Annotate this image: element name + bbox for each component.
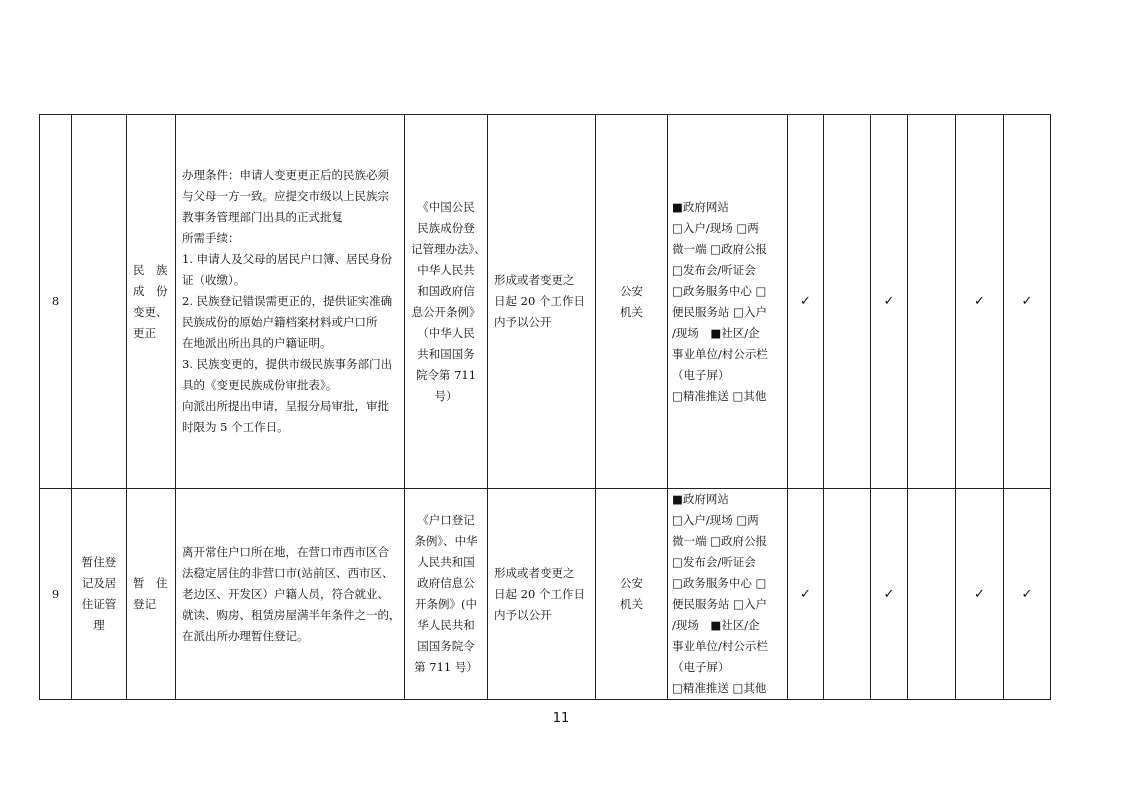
text-line: 息公开条例》	[411, 304, 481, 319]
check-mark: ✓	[871, 489, 908, 700]
subcategory-cell	[127, 489, 176, 700]
text-line: □入户/现场 □两	[672, 220, 759, 235]
text-line: □政务服务中心 □	[672, 283, 767, 298]
text-line: 华人民共和	[417, 618, 475, 632]
text-line: 《中国公民	[417, 199, 475, 214]
subcategory-cell	[127, 115, 176, 489]
text-line: 就读、购房、租赁房屋满半年条件之一的，	[182, 607, 401, 622]
text-line: □精准推送 □其他	[672, 388, 767, 403]
text-line: ■政府网站	[672, 492, 729, 506]
check-mark: ✓	[788, 115, 824, 489]
text-line: 和国政府信	[417, 283, 475, 298]
text-line: 机关	[620, 304, 643, 319]
text-line: 便民服务站 □入户	[672, 597, 768, 611]
check-mark: ✓	[788, 489, 824, 700]
text-line: 记管理办法》、	[411, 241, 486, 256]
time-limit-cell	[488, 115, 596, 489]
category-cell	[72, 489, 127, 700]
basis-cell	[405, 115, 488, 489]
text-line: 微一端 □政府公报	[672, 534, 768, 548]
text-line: 法稳定居住的非营口市(站前区、西市区、	[182, 565, 394, 580]
text-line: 微一端 □政府公报	[672, 241, 768, 256]
text-line: 记及居	[81, 576, 117, 590]
text-line: 院令第 711	[415, 367, 477, 382]
page-number: 11	[552, 711, 570, 726]
check-mark: ✓	[1004, 115, 1051, 489]
text-line: 在派出所办理暂住登记。	[182, 628, 309, 643]
text-line: （电子屏）	[672, 660, 730, 674]
text-line: /现场 ■社区/企	[672, 325, 760, 340]
text-line: 民族成份登	[417, 220, 475, 235]
category-cell	[72, 115, 127, 489]
text-line: □入户/现场 □两	[672, 513, 759, 527]
text-line: 民族成份的原始户籍档案材料或户口所	[182, 315, 378, 329]
check-mark: ✓	[871, 115, 908, 489]
check-mark	[824, 115, 871, 489]
text-line: 中华人民共	[417, 262, 475, 277]
text-line: 日起 20 个工作日	[494, 294, 585, 308]
row-number: 8	[40, 115, 72, 489]
text-line: 形成或者变更之	[494, 273, 575, 287]
time-limit-cell	[488, 489, 596, 700]
text-line: 登记	[133, 597, 156, 611]
text-line: 条例》、中华	[414, 534, 478, 548]
text-line: 教事务管理部门出具的正式批复	[182, 210, 343, 224]
text-line: 离开常住户口所在地，在营口市西市区合	[182, 544, 389, 559]
text-line: 公安	[620, 283, 643, 298]
basis-cell	[405, 489, 488, 700]
text-line: 所需手续：	[182, 231, 240, 245]
text-line: 民 族	[133, 262, 168, 277]
text-line: 机关	[620, 597, 643, 611]
text-line: 暂住登	[81, 555, 117, 569]
text-line: 国国务院令	[417, 639, 475, 653]
text-line: 老边区、开发区）户籍人员，符合就业、	[182, 586, 389, 601]
text-line: 3. 民族变更的，提供市级民族事务部门出	[182, 357, 393, 371]
text-line: 住证管	[81, 597, 117, 611]
text-line: 与父母一方一致。应提交市级以上民族宗	[182, 189, 389, 203]
text-line: □政务服务中心 □	[672, 576, 767, 590]
check-mark	[908, 489, 956, 700]
table-row	[40, 115, 1051, 489]
text-line: 1. 申请人及父母的居民户口簿、居民身份	[182, 252, 393, 266]
text-line: （电子屏）	[672, 367, 730, 382]
disclosure-table	[39, 114, 1051, 700]
check-mark: ✓	[1004, 489, 1051, 700]
check-mark	[824, 489, 871, 700]
text-line: 号）	[434, 388, 458, 403]
table-row	[40, 489, 1051, 700]
text-line: 政府信息公	[417, 576, 475, 590]
subject-cell	[596, 489, 668, 700]
text-line: □发布会/听证会	[672, 262, 756, 277]
text-line: 具的《变更民族成份审批表》。	[182, 378, 338, 392]
text-line: 形成或者变更之	[494, 565, 575, 580]
content-cell	[176, 115, 405, 489]
text-line: 《户口登记	[417, 513, 475, 527]
text-line: 更正	[133, 325, 156, 340]
check-mark	[908, 115, 956, 489]
check-mark: ✓	[956, 489, 1004, 700]
text-line: 内予以公开	[494, 607, 552, 622]
text-line: 事业单位/村公示栏	[672, 639, 768, 653]
text-line: /现场 ■社区/企	[672, 618, 760, 632]
text-line: 共和国国务	[417, 346, 475, 361]
text-line: 开条例》(中	[415, 597, 477, 611]
channels-cell	[668, 489, 788, 700]
text-line: 事业单位/村公示栏	[672, 346, 768, 361]
content-cell	[176, 489, 405, 700]
channels-cell	[668, 115, 788, 489]
text-line: 2. 民族登记错误需更正的，提供证实准确	[182, 294, 393, 308]
text-line: ■政府网站	[672, 199, 729, 214]
text-line: 第 711 号）	[414, 660, 478, 674]
text-line: 变更、	[133, 304, 168, 319]
text-line: 成 份	[133, 283, 168, 298]
text-line: 暂 住	[133, 576, 168, 590]
text-line: 人民共和国	[417, 555, 475, 569]
text-line: 办理条件：申请人变更更正后的民族必须	[182, 168, 389, 182]
text-line: 证（收缴）。	[182, 273, 246, 287]
text-line: □发布会/听证会	[672, 555, 756, 569]
text-line: 理	[93, 618, 105, 632]
text-line: 在地派出所出具的户籍证明。	[182, 336, 332, 350]
text-line: （中华人民	[417, 325, 475, 340]
text-line: □精准推送 □其他	[672, 681, 767, 695]
check-mark: ✓	[956, 115, 1004, 489]
text-line: 内予以公开	[494, 315, 552, 329]
subject-cell	[596, 115, 668, 489]
text-line: 便民服务站 □入户	[672, 304, 768, 319]
text-line: 向派出所提出申请，呈报分局审批，审批	[182, 399, 389, 413]
row-number: 9	[40, 489, 72, 700]
text-line: 日起 20 个工作日	[494, 586, 585, 601]
text-line: 时限为 5 个工作日。	[182, 420, 289, 434]
text-line: 公安	[620, 576, 643, 590]
